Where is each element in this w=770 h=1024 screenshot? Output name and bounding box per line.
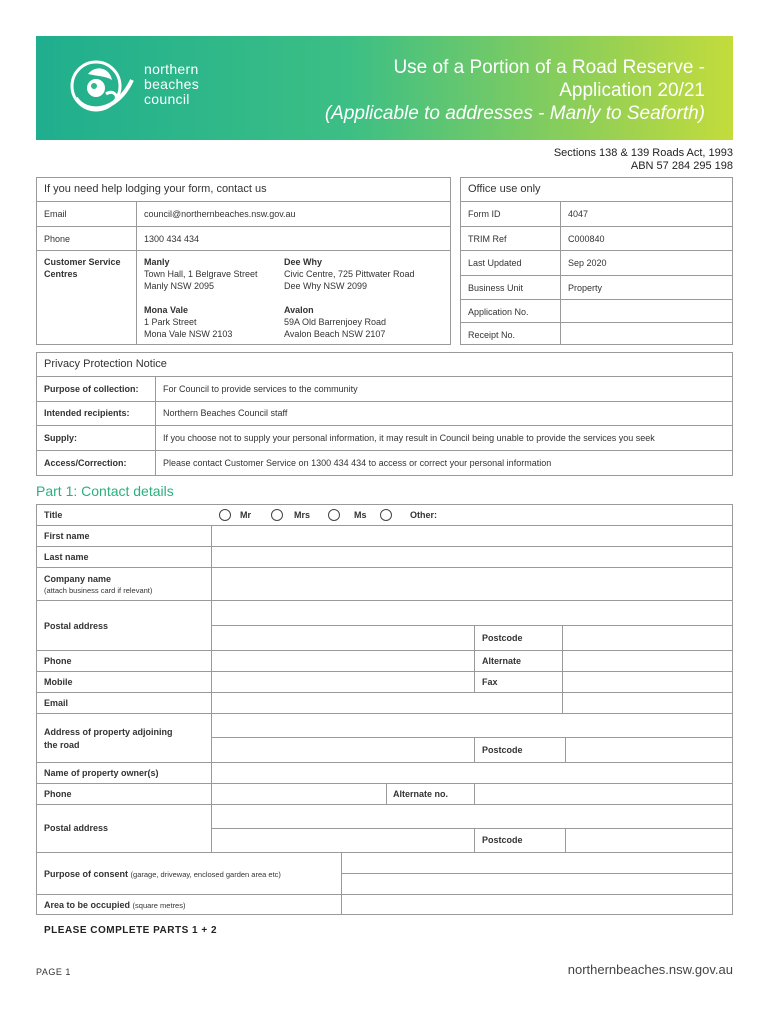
email-label: Email bbox=[44, 209, 67, 219]
centre-name: Avalon bbox=[284, 305, 314, 315]
centre-mona-vale bbox=[144, 304, 232, 340]
postcode-label: Postcode bbox=[482, 633, 523, 643]
centre-name: Manly bbox=[144, 257, 170, 267]
property-address-input-line2[interactable] bbox=[212, 738, 474, 762]
centre-address: Avalon Beach NSW 2107 bbox=[284, 329, 386, 339]
office-value: Property bbox=[568, 283, 603, 293]
area-input[interactable] bbox=[342, 895, 732, 915]
owner-phone-input[interactable] bbox=[212, 784, 386, 804]
title-mrs-radio[interactable] bbox=[271, 509, 283, 521]
receipt-no-field[interactable] bbox=[561, 323, 733, 345]
form-title bbox=[325, 56, 705, 125]
title-line-3: (Applicable to addresses - Manly to Seaforth) bbox=[324, 103, 705, 124]
owner-phone-label: Phone bbox=[44, 789, 72, 799]
title-mrs-label: Mrs bbox=[294, 510, 311, 520]
alternate-no-input[interactable] bbox=[475, 784, 732, 804]
office-value: Sep 2020 bbox=[568, 258, 607, 268]
property-address-text: the road bbox=[44, 740, 80, 750]
office-value: 4047 bbox=[568, 209, 589, 219]
area-note: (square metres) bbox=[132, 901, 186, 910]
part1-heading: Part 1: Contact details bbox=[36, 483, 174, 499]
company-name-label bbox=[44, 573, 152, 597]
privacy-value: Please contact Customer Service on 1300 434 434 to access or correct your personal information bbox=[163, 458, 552, 468]
owner-name-label: Name of property owner(s) bbox=[44, 768, 159, 778]
office-label: Application No. bbox=[468, 307, 529, 317]
centre-address: Manly NSW 2095 bbox=[144, 281, 215, 291]
property-address-input[interactable] bbox=[212, 714, 732, 737]
logo-line: beaches bbox=[144, 76, 200, 92]
first-name-input[interactable] bbox=[212, 526, 732, 546]
csc-label: Customer Service Centres bbox=[44, 257, 121, 279]
title-label: Title bbox=[44, 510, 63, 520]
privacy-label: Access/Correction: bbox=[44, 458, 127, 468]
owner-postcode-label: Postcode bbox=[482, 835, 523, 845]
page-number: PAGE 1 bbox=[36, 967, 71, 977]
privacy-value: If you choose not to supply your personal information, it may result in Council being unable to provide the services you seek bbox=[163, 433, 655, 443]
council-logo-text bbox=[144, 62, 199, 107]
header-banner bbox=[36, 36, 733, 140]
first-name-label: First name bbox=[44, 531, 90, 541]
owner-name-input[interactable] bbox=[212, 763, 732, 783]
owner-postal-label: Postal address bbox=[44, 823, 109, 833]
footer-url-link[interactable]: northernbeaches.nsw.gov.au bbox=[567, 962, 733, 977]
sections-line: Sections 138 & 139 Roads Act, 1993 bbox=[553, 147, 733, 159]
mobile-input[interactable] bbox=[212, 672, 474, 692]
fax-label: Fax bbox=[482, 677, 498, 687]
abn-line: ABN 57 284 295 198 bbox=[630, 160, 733, 172]
purpose-input-line2[interactable] bbox=[342, 874, 732, 894]
title-line-1: Use of a Portion of a Road Reserve - bbox=[393, 57, 705, 78]
property-address-text: Address of property adjoining bbox=[44, 727, 173, 737]
purpose-input[interactable] bbox=[342, 853, 732, 873]
privacy-value: For Council to provide services to the community bbox=[163, 384, 358, 394]
council-phone: 1300 434 434 bbox=[144, 234, 200, 244]
property-postcode-label: Postcode bbox=[482, 745, 523, 755]
title-other-label: Other: bbox=[410, 510, 437, 520]
centre-dee-why bbox=[284, 256, 415, 292]
alternate-input[interactable] bbox=[563, 651, 732, 671]
property-postcode-input[interactable] bbox=[566, 738, 732, 762]
title-ms-radio[interactable] bbox=[328, 509, 340, 521]
owner-postcode-input[interactable] bbox=[566, 829, 732, 852]
office-label: Last Updated bbox=[468, 258, 522, 268]
privacy-label: Purpose of collection: bbox=[44, 384, 139, 394]
fax-input[interactable] bbox=[563, 672, 732, 692]
privacy-heading: Privacy Protection Notice bbox=[44, 358, 167, 370]
centre-address: Town Hall, 1 Belgrave Street bbox=[144, 269, 258, 279]
company-name-input[interactable] bbox=[212, 568, 732, 600]
title-ms-label: Ms bbox=[354, 510, 367, 520]
title-other-input[interactable] bbox=[450, 506, 730, 524]
title-line-2: Application 20/21 bbox=[559, 80, 705, 101]
office-label: TRIM Ref bbox=[468, 234, 507, 244]
purpose-text: Purpose of consent bbox=[44, 869, 129, 879]
centre-manly bbox=[144, 256, 258, 292]
complete-parts-notice: PLEASE COMPLETE PARTS 1 + 2 bbox=[44, 925, 218, 936]
area-label bbox=[44, 900, 185, 910]
title-mr-label: Mr bbox=[240, 510, 251, 520]
centre-address: Mona Vale NSW 2103 bbox=[144, 329, 233, 339]
help-heading: If you need help lodging your form, contact us bbox=[44, 183, 267, 195]
phone-input[interactable] bbox=[212, 651, 474, 671]
alternate-no-label: Alternate no. bbox=[393, 789, 449, 799]
purpose-label bbox=[44, 869, 281, 879]
postal-address-input-line2[interactable] bbox=[212, 626, 474, 650]
office-label: Receipt No. bbox=[468, 330, 516, 340]
logo-line: northern bbox=[144, 61, 199, 77]
alternate-label: Alternate bbox=[482, 656, 522, 666]
title-other-radio[interactable] bbox=[380, 509, 392, 521]
last-name-input[interactable] bbox=[212, 547, 732, 567]
postcode-input[interactable] bbox=[563, 626, 732, 650]
email-input[interactable] bbox=[212, 693, 732, 713]
council-email-link[interactable]: council@northernbeaches.nsw.gov.au bbox=[144, 209, 296, 219]
postal-address-label: Postal address bbox=[44, 621, 109, 631]
phone-label: Phone bbox=[44, 656, 72, 666]
owner-postal-input-line2[interactable] bbox=[212, 829, 474, 852]
area-text: Area to be occupied bbox=[44, 900, 131, 910]
phone-label: Phone bbox=[44, 234, 71, 244]
purpose-note: (garage, driveway, enclosed garden area etc) bbox=[130, 870, 281, 879]
company-note: (attach business card if relevant) bbox=[44, 586, 153, 595]
office-heading: Office use only bbox=[468, 183, 541, 195]
application-no-field[interactable] bbox=[561, 300, 733, 322]
centre-name: Dee Why bbox=[284, 257, 323, 267]
privacy-value: Northern Beaches Council staff bbox=[163, 408, 288, 418]
centre-address: Dee Why NSW 2099 bbox=[284, 281, 368, 291]
office-value: C000840 bbox=[568, 234, 605, 244]
email-label: Email bbox=[44, 698, 69, 708]
privacy-label: Supply: bbox=[44, 433, 77, 443]
company-name-text: Company name bbox=[44, 574, 112, 584]
centre-name: Mona Vale bbox=[144, 305, 189, 315]
last-name-label: Last name bbox=[44, 552, 89, 562]
property-address-label bbox=[44, 726, 173, 752]
logo-line: council bbox=[144, 91, 190, 107]
mobile-label: Mobile bbox=[44, 677, 73, 687]
council-logo-icon bbox=[66, 54, 138, 116]
office-label: Business Unit bbox=[468, 283, 524, 293]
centre-address: 1 Park Street bbox=[144, 317, 197, 327]
legislation-reference bbox=[554, 147, 733, 173]
centre-address: 59A Old Barrenjoey Road bbox=[284, 317, 387, 327]
owner-postal-input[interactable] bbox=[212, 805, 732, 828]
office-label: Form ID bbox=[468, 209, 501, 219]
postal-address-input[interactable] bbox=[212, 601, 732, 625]
privacy-label: Intended recipients: bbox=[44, 408, 130, 418]
title-mr-radio[interactable] bbox=[219, 509, 231, 521]
centre-avalon bbox=[284, 304, 386, 340]
centre-address: Civic Centre, 725 Pittwater Road bbox=[284, 269, 415, 279]
